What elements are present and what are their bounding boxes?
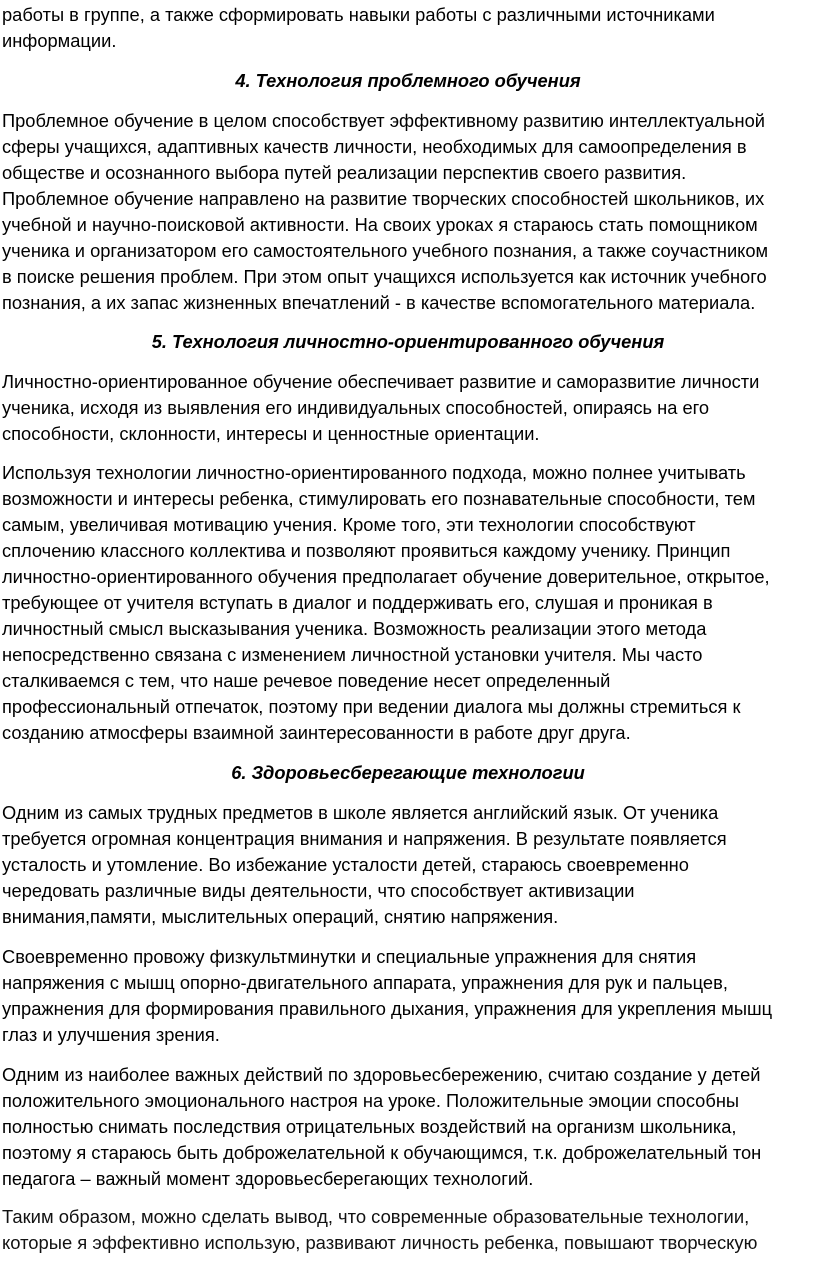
text-line: самым, увеличивая мотивацию учения. Кроме того, эти технологии способствуют: [2, 514, 696, 535]
text-line: поэтому я стараюсь быть доброжелательной к обучающимся, т.к. доброжелательный тон: [2, 1142, 762, 1163]
text-line: Своевременно провожу физкультминутки и специальные упражнения для снятия: [2, 946, 697, 967]
text-line: созданию атмосферы взаимной заинтересованности в работе друг друга.: [2, 722, 631, 743]
text-line: напряжения с мышц опорно-двигательного аппарата, упражнения для рук и пальцев,: [2, 972, 728, 993]
text-line: Одним из самых трудных предметов в школе является английский язык. От ученика: [2, 802, 719, 823]
text-line: внимания,памяти, мыслительных операций, снятию напряжения.: [2, 906, 559, 927]
text-line: ученика, исходя из выявления его индивидуальных способностей, опираясь на его: [2, 397, 710, 418]
text-line: глаз и улучшения зрения.: [2, 1024, 220, 1045]
text-line: чередовать различные виды деятельности, что способствует активизации: [2, 880, 635, 901]
text-line: Личностно-ориентированное обучение обеспечивает развитие и саморазвитие личности: [2, 371, 760, 392]
section-heading: 6. Здоровьесберегающие технологии: [231, 762, 585, 783]
text-line: полностью снимать последствия отрицательных воздействий на организм школьника,: [2, 1116, 737, 1137]
text-line: обществе и осознанного выбора путей реализации перспектив своего развития.: [2, 162, 687, 183]
section-heading: 5. Технология личностно-ориентированного обучения: [151, 331, 665, 352]
text-line: Одним из наиболее важных действий по здоровьесбережению, считаю создание у детей: [2, 1064, 761, 1085]
text-line: в поиске решения проблем. При этом опыт учащихся используется как источник учебного: [2, 266, 767, 287]
section-heading: 4. Технология проблемного обучения: [235, 70, 581, 91]
text-line: Используя технологии личностно-ориентированного подхода, можно полнее учитывать: [2, 462, 746, 483]
text-line: профессиональный отпечаток, поэтому при ведении диалога мы должны стремиться к: [2, 696, 741, 717]
text-line: работы в группе, а также сформировать навыки работы с различными источниками: [2, 4, 715, 25]
text-line: требуется огромная концентрация внимания и напряжения. В результате появляется: [2, 828, 727, 849]
text-line: которые я эффективно использую, развивают личность ребенка, повышают творческую: [2, 1232, 758, 1253]
text-line: возможности и интересы ребенка, стимулировать его познавательные способности, тем: [2, 488, 756, 509]
text-line: познания, а их запас жизненных впечатлений - в качестве вспомогательного материала.: [2, 292, 756, 313]
text-line: сферы учащихся, адаптивных качеств личности, необходимых для самоопределения в: [2, 136, 747, 157]
text-line: сталкиваемся с тем, что наше речевое поведение несет определенный: [2, 670, 611, 691]
text-line: положительного эмоционального настроя на уроке. Положительные эмоции способны: [2, 1090, 740, 1111]
text-line: Проблемное обучение в целом способствует эффективному развитию интеллектуальной: [2, 110, 765, 131]
text-line: информации.: [2, 30, 117, 51]
text-line: педагога – важный момент здоровьесберегающих технологий.: [2, 1168, 534, 1189]
text-line: усталость и утомление. Во избежание усталости детей, стараюсь своевременно: [2, 854, 689, 875]
text-line: способности, склонности, интересы и ценностные ориентации.: [2, 423, 540, 444]
text-line: упражнения для формирования правильного дыхания, упражнения для укрепления мышц: [2, 998, 773, 1019]
text-line: личностно-ориентированного обучения предполагает обучение доверительное, открытое,: [2, 566, 770, 587]
text-line: Проблемное обучение направлено на развитие творческих способностей школьников, их: [2, 188, 765, 209]
text-line: сплочению классного коллектива и позволяют проявиться каждому ученику. Принцип: [2, 540, 731, 561]
text-line: непосредственно связана с изменением личностной установки учителя. Мы часто: [2, 644, 703, 665]
text-line: Таким образом, можно сделать вывод, что современные образовательные технологии,: [2, 1206, 750, 1227]
text-line: ученика и организатором его самостоятельного учебного познания, а также соучастником: [2, 240, 769, 261]
text-line: личностный смысл высказывания ученика. Возможность реализации этого метода: [2, 618, 707, 639]
text-line: требующее от учителя вступать в диалог и поддерживать его, слушая и проникая в: [2, 592, 713, 613]
text-line: учебной и научно-поисковой активности. На своих уроках я стараюсь стать помощником: [2, 214, 758, 235]
